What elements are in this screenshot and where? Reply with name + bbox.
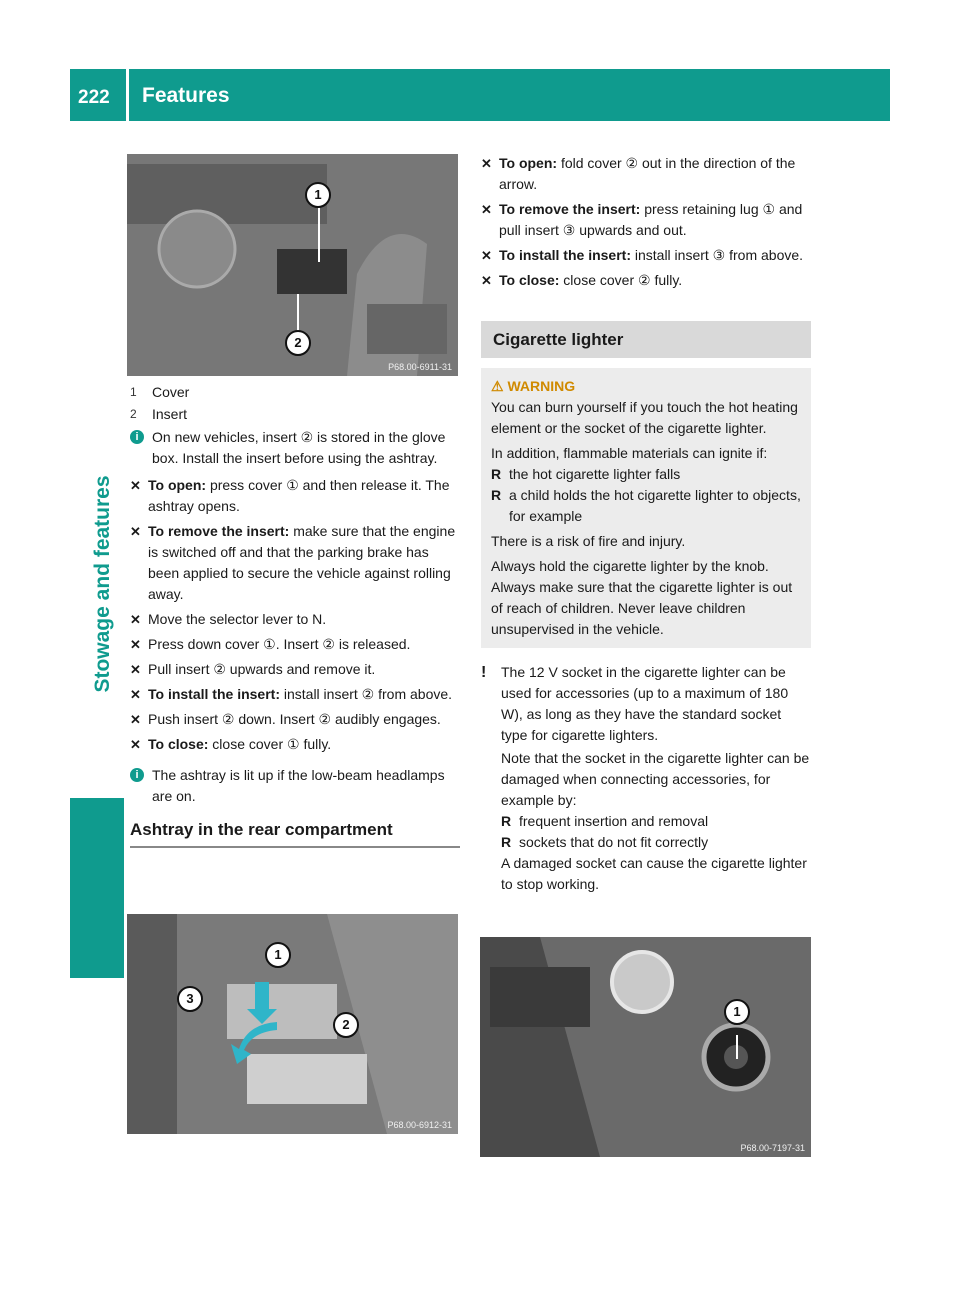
step (130, 734, 460, 755)
subheading: Ashtray in the rear compartment (130, 819, 460, 848)
step-arrow-icon: ✕ (481, 202, 492, 217)
step-arrow-icon: ✕ (130, 478, 141, 493)
legend-item (130, 382, 460, 403)
legend-number: 1 (130, 385, 137, 399)
step-text: Move the selector lever to N. (148, 611, 327, 627)
bullet-icon: R (491, 487, 502, 503)
bullet-icon: R (501, 813, 512, 829)
step-label: To open: (148, 477, 207, 493)
figure-code: P68.00-7197-31 (740, 1143, 805, 1153)
step-text: make sure that the engine is switched off and that the parking brake has been applied to secure the vehicle against rolling away. (148, 523, 456, 602)
step-arrow-icon: ✕ (481, 156, 492, 171)
warning-box (481, 368, 811, 648)
info-text: On new vehicles, insert ② is stored in the glove box. Install the insert before using the ashtray. (152, 429, 446, 466)
warning-title: WARNING (507, 378, 576, 394)
step-arrow-icon: ✕ (481, 248, 492, 263)
step (130, 684, 460, 705)
callout-2: 2 (333, 1012, 359, 1038)
notice-text: A damaged socket can cause the cigarette lighter to stop working. (501, 855, 807, 892)
callout-2: 2 (285, 330, 311, 356)
step-arrow-icon: ✕ (130, 662, 141, 677)
step-arrow-icon: ✕ (130, 524, 141, 539)
callout-3: 3 (177, 986, 203, 1012)
step-text: press cover ① and then release it. The ashtray opens. (148, 477, 450, 514)
info-note (130, 765, 460, 807)
step-label: To remove the insert: (499, 201, 641, 217)
legend-item (130, 404, 460, 425)
chapter-tab (70, 798, 124, 978)
cigarette-lighter-heading: Cigarette lighter (481, 321, 811, 358)
notice (481, 662, 811, 895)
step-text: press retaining lug ① and pull insert ③ upwards and out. (499, 201, 803, 238)
notice-text: The 12 V socket in the cigarette lighter can be used for accessories (up to a maximum of 180 W), as long as they have the standard socket type for cigarette lighters. (501, 664, 789, 743)
bullet-icon: R (501, 834, 512, 850)
step-text: close cover ① fully. (208, 736, 332, 752)
notice-text: Note that the socket in the cigarette lighter can be damaged when connecting accessories, for example by: (501, 750, 810, 808)
cigarette-lighter-photo (480, 937, 811, 1157)
step (130, 659, 460, 680)
info-icon: i (130, 768, 144, 782)
bullet-item (491, 485, 801, 527)
step-text: close cover ② fully. (559, 272, 683, 288)
step (481, 199, 811, 241)
header-divider (126, 69, 129, 121)
ashtray-front-photo (127, 154, 458, 376)
bullet-item (501, 832, 811, 853)
step-arrow-icon: ✕ (130, 712, 141, 727)
step-text: Pull insert ② upwards and remove it. (148, 661, 376, 677)
right-column (481, 153, 811, 895)
bullet-text: frequent insertion and removal (519, 813, 709, 829)
step-label: To install the insert: (148, 686, 280, 702)
callout-line (318, 204, 320, 262)
cigarette-lighter-illustration (480, 937, 811, 1157)
ashtray-rear-illustration (127, 914, 458, 1134)
callout-1: 1 (724, 999, 750, 1025)
bullet-item (501, 811, 811, 832)
callout-1: 1 (305, 182, 331, 208)
warning-triangle-icon: ⚠ (491, 378, 508, 394)
step-arrow-icon: ✕ (130, 687, 141, 702)
step (481, 153, 811, 195)
page-number: 222 (78, 87, 110, 108)
exclamation-icon: ! (481, 664, 487, 681)
callout-line (736, 1035, 738, 1059)
step-label: To remove the insert: (148, 523, 290, 539)
step (130, 634, 460, 655)
chapter-label: Stowage and features (91, 475, 114, 693)
left-column (130, 382, 460, 848)
step-arrow-icon: ✕ (130, 737, 141, 752)
bullet-text: the hot cigarette lighter falls (509, 466, 681, 482)
warning-text: Always hold the cigarette lighter by the knob. Always make sure that the cigarette lighter is out of reach of children. Never leave children unsupervised in the vehicle. (491, 558, 793, 637)
figure-code: P68.00-6911-31 (388, 362, 452, 372)
warning-text: In addition, flammable materials can ignite if: (491, 445, 768, 461)
warning-text: You can burn yourself if you touch the hot heating element or the socket of the cigarette lighter. (491, 399, 798, 436)
info-icon: i (130, 430, 144, 444)
step-arrow-icon: ✕ (130, 612, 141, 627)
step (130, 521, 460, 605)
figure-code: P68.00-6912-31 (387, 1120, 452, 1130)
step-arrow-icon: ✕ (130, 637, 141, 652)
step-text: Press down cover ①. Insert ② is released. (148, 636, 411, 652)
warning-text: There is a risk of fire and injury. (491, 533, 686, 549)
step (130, 475, 460, 517)
step (481, 270, 811, 291)
callout-1: 1 (265, 942, 291, 968)
info-text: The ashtray is lit up if the low-beam headlamps are on. (152, 767, 445, 804)
step-label: To open: (499, 155, 558, 171)
page-header (70, 69, 890, 121)
ashtray-rear-photo (127, 914, 458, 1134)
step-arrow-icon: ✕ (481, 273, 492, 288)
step-label: To close: (148, 736, 209, 752)
legend-number: 2 (130, 407, 137, 421)
bullet-text: sockets that do not fit correctly (519, 834, 709, 850)
bullet-icon: R (491, 466, 502, 482)
step-label: To close: (499, 272, 560, 288)
step (130, 709, 460, 730)
info-note (130, 427, 460, 469)
step-text: fold cover ② out in the direction of the arrow. (499, 155, 796, 192)
step (481, 245, 811, 266)
bullet-item (491, 464, 801, 485)
step-text: install insert ② from above. (279, 686, 453, 702)
step-label: To install the insert: (499, 247, 631, 263)
section-title: Features (142, 84, 230, 107)
legend-text: Insert (152, 406, 188, 422)
step (130, 609, 460, 630)
step-text: install insert ③ from above. (630, 247, 804, 263)
legend-text: Cover (152, 384, 190, 400)
step-text: Push insert ② down. Insert ② audibly engages. (148, 711, 441, 727)
bullet-text: a child holds the hot cigarette lighter to objects, for example (509, 487, 801, 524)
